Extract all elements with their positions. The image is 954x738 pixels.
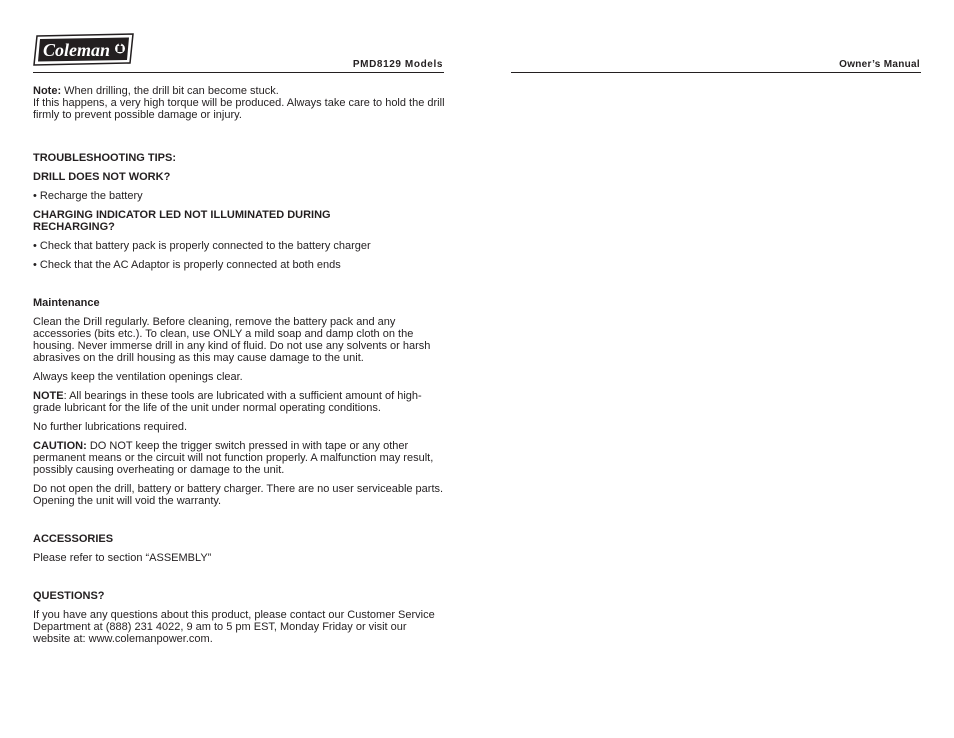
maintenance-paragraph: No further lubrications required. — [33, 421, 188, 433]
logo-text: Coleman — [43, 40, 111, 60]
caution-paragraph — [33, 440, 445, 476]
header-rule-left — [33, 72, 444, 73]
list-item: • Check that the AC Adaptor is properly connected at both ends — [33, 259, 341, 271]
maintenance-paragraph: Always keep the ventilation openings clear. — [33, 371, 243, 383]
note-text: When drilling, the drill bit can become stuck. — [61, 85, 279, 97]
note-paragraph — [33, 85, 445, 97]
maintenance-paragraph: Clean the Drill regularly. Before cleaning, remove the battery pack and any accessories (bits etc.). To clean, use ONLY a mild soap and damp cloth on the housing. Never immerse drill in any kind of fluid. Do not use any solvents or harsh abrasives on the drill housing as this may cause damage to the unit. — [33, 316, 431, 364]
questions-text: If you have any questions about this product, please contact our Customer Service Department at (888) 231 4022, 9 am to 5 pm EST, Monday Friday or visit our website at: www.colemanpower.com. — [33, 609, 435, 645]
manual-label: Owner’s Manual — [839, 59, 920, 70]
maintenance-title: Maintenance — [33, 297, 100, 309]
list-item: • Check that battery pack is properly connected to the battery charger — [33, 240, 371, 252]
note-line2: If this happens, a very high torque will be produced. Always take care to hold the drill firmly to prevent possible damage or injury. — [33, 97, 445, 121]
list-item: • Recharge the battery — [33, 190, 143, 202]
caution-label: CAUTION: — [33, 440, 87, 452]
accessories-text: Please refer to section “ASSEMBLY” — [33, 552, 212, 564]
coleman-logo-icon — [33, 33, 135, 66]
model-label: PMD8129 Models — [352, 59, 443, 70]
questions-title: QUESTIONS? — [33, 590, 105, 602]
question-led-not-illuminated: CHARGING INDICATOR LED NOT ILLUMINATED DURING RECHARGING? — [33, 209, 331, 233]
header-rule-right — [511, 72, 921, 73]
maintenance-paragraph: Do not open the drill, battery or battery charger. There are no user serviceable parts. Opening the unit will void the warranty. — [33, 483, 444, 507]
coleman-logo — [33, 33, 135, 66]
note-label: Note: — [33, 85, 62, 97]
maintenance-note — [33, 390, 445, 414]
question-drill-not-work: DRILL DOES NOT WORK? — [33, 171, 171, 183]
caution-text: DO NOT keep the trigger switch pressed in with tape or any other permanent means or the circuit will not function properly. A malfunction may result, possibly causing overheating or damage to the unit. — [33, 440, 434, 476]
maintenance-note-text: : All bearings in these tools are lubricated with a sufficient amount of high-grade lubricant for the life of the unit under normal operating conditions. — [33, 390, 422, 414]
maintenance-note-label: NOTE — [33, 390, 64, 402]
accessories-title: ACCESSORIES — [33, 533, 114, 545]
troubleshooting-title: TROUBLESHOOTING TIPS: — [33, 152, 176, 164]
left-column — [33, 85, 445, 645]
